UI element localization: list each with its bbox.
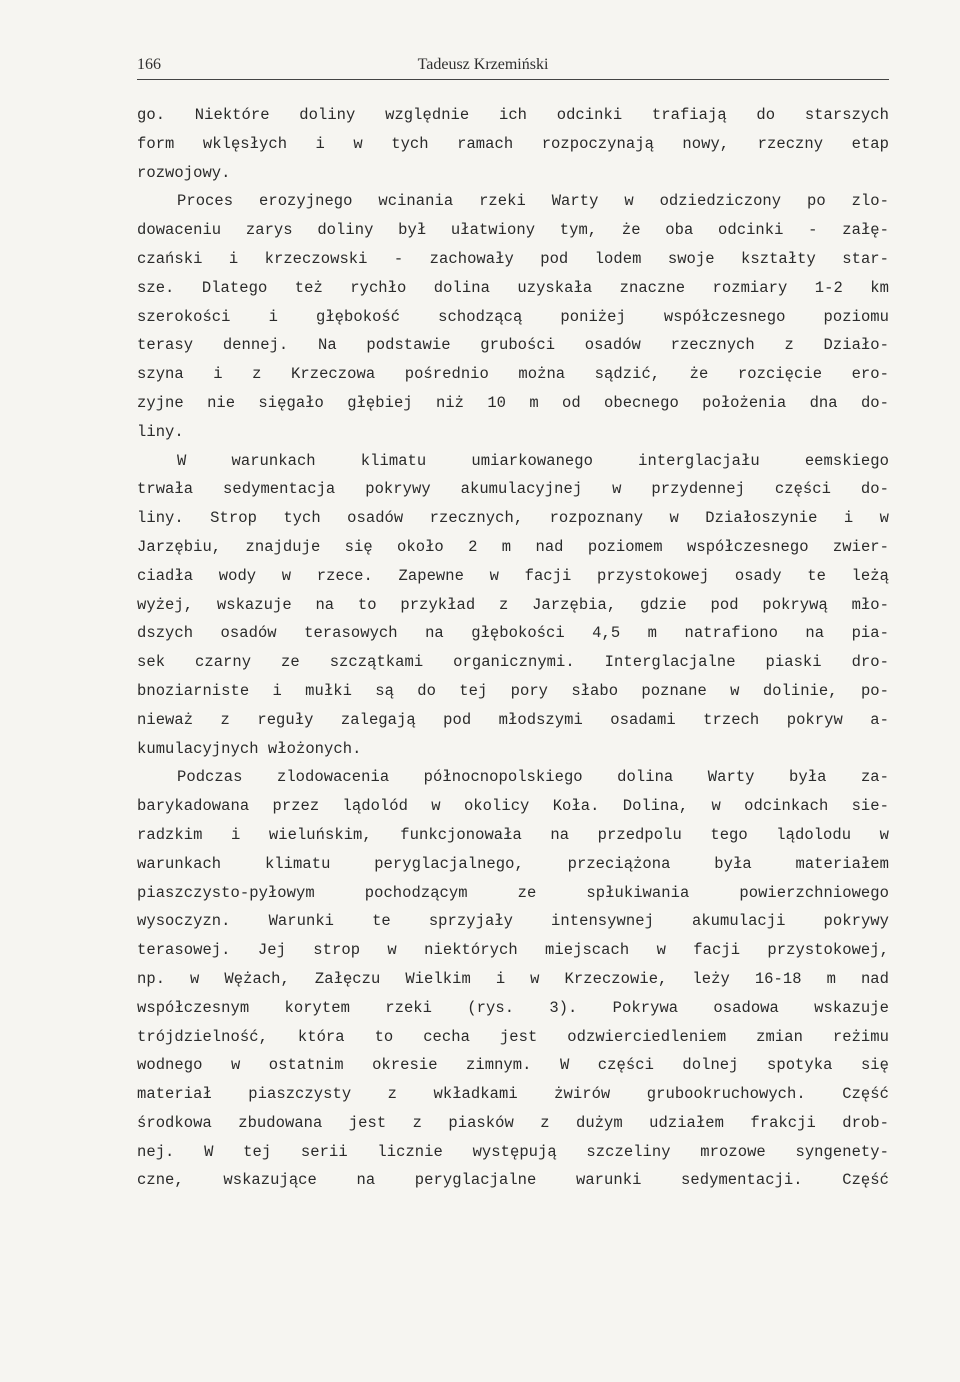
text-line: kumulacyjnych włożonych. [137,739,362,758]
text-line: czne, wskazujące na peryglacjalne warunki sedymentacji. Część [137,1171,889,1190]
text-line: sek czarny ze szczątkami organicznymi. Interglacjalne piaski dro- [137,653,889,672]
text-line: wodnego w ostatnim okresie zimnym. W części dolnej spotyka się [137,1056,889,1075]
text-line: Proces erozyjnego wcinania rzeki Warty w odziedziczony po zlo- [177,192,889,211]
text-line: bnoziarniste i mułki są do tej pory słabo poznane w dolinie, po- [137,681,889,700]
text-line: form wklęsłych i w tych ramach rozpoczynają nowy, rzeczny etap [137,134,889,153]
header-rule [137,79,889,80]
text-line: współczesnym korytem rzeki (rys. 3). Pokrywa osadowa wskazuje [137,998,889,1017]
text-line: Podczas zlodowacenia północnopolskiego dolina Warty była za- [177,768,889,787]
text-line: terasowej. Jej strop w niektórych miejscach w facji przystokowej, [137,941,889,960]
text-line: dszych osadów terasowych na głębokości 4,5 m natrafiono na pia- [137,624,889,643]
text-line: sze. Dlatego też rychło dolina uzyskała znaczne rozmiary 1-2 km [137,278,889,297]
page [137,56,889,1195]
text-line: zyjne nie sięgało głębiej niż 10 m od obecnego położenia dna do- [137,393,889,412]
text-line: liny. [137,422,184,441]
text-line: wysoczyzn. Warunki te sprzyjały intensywnej akumulacji pokrywy [137,912,889,931]
text-line: szerokości i głębokość schodzącą poniżej współczesnego poziomu [137,307,889,326]
page-number: 166 [137,56,161,73]
text-line: rozwojowy. [137,163,231,182]
running-head-author: Tadeusz Krzemiński [417,56,549,73]
running-header [137,56,889,76]
text-line: wyżej, wskazuje na to przykład z Jarzębia, gdzie pod pokrywą mło- [137,595,889,614]
text-line: liny. Strop tych osadów rzecznych, rozpoznany w Działoszynie i w [137,509,889,528]
text-line: dowaceniu zarys doliny był ułatwiony tym, że oba odcinki - załę- [137,221,889,240]
text-line: piaszczysto-pyłowym pochodzącym ze spłukiwania powierzchniowego [137,883,889,902]
text-line: środkowa zbudowana jest z piasków z dużym udziałem frakcji drob- [137,1113,889,1132]
text-line: radzkim i wieluńskim, funkcjonowała na przedpolu tego lądolodu w [137,825,889,844]
text-line: materiał piaszczysty z wkładkami żwirów grubookruchowych. Część [137,1085,889,1104]
text-line: trójdzielność, która to cecha jest odzwierciedleniem zmian reżimu [137,1027,889,1046]
text-line: szyna i z Krzeczowa pośrednio można sądzić, że rozcięcie ero- [137,365,889,384]
text-line: ciadła wody w rzece. Zapewne w facji przystokowej osady te leżą [137,566,889,585]
text-line: terasy dennej. Na podstawie grubości osadów rzecznych z Działo- [137,336,889,355]
text-line: warunkach klimatu peryglacjalnego, przeciążona była materiałem [137,854,889,873]
text-line: go. Niektóre doliny względnie ich odcinki trafiają do starszych [137,106,889,124]
text-line: W warunkach klimatu umiarkowanego interglacjału eemskiego [177,451,889,470]
text-line: Jarzębiu, znajduje się około 2 m nad poziomem współczesnego zwier- [137,537,889,556]
text-line: czański i krzeczowski - zachowały pod lodem swoje kształty star- [137,249,889,268]
text-line: barykadowana przez lądolód w okolicy Koła. Dolina, w odcinkach sie- [137,797,889,816]
text-line: trwała sedymentacja pokrywy akumulacyjnej w przydennej części do- [137,480,889,499]
text-line: nieważ z reguły zalegają pod młodszymi osadami trzech pokryw a- [137,710,889,729]
text-line: nej. W tej serii licznie występują szczeliny mrozowe syngenety- [137,1142,889,1161]
text-line: np. w Wężach, Załęczu Wielkim i w Krzeczowie, leży 16-18 m nad [137,969,889,988]
body-text [137,101,889,1195]
